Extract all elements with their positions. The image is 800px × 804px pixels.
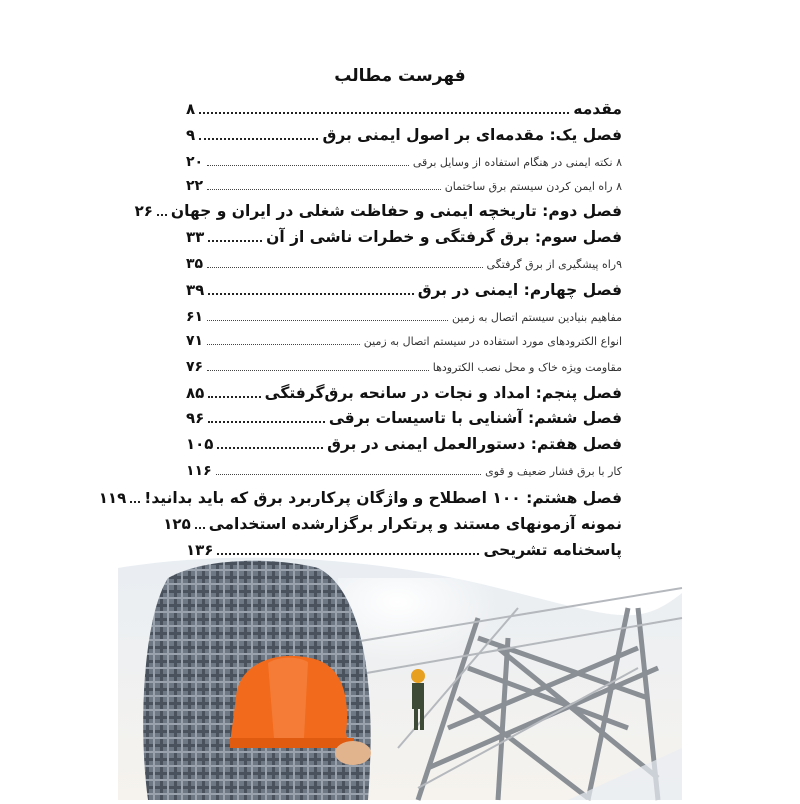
toc-entry-page: ۱۱۶ xyxy=(186,463,212,479)
toc-entry-page: ۲۰ xyxy=(186,154,204,170)
toc-entry xyxy=(186,435,622,463)
toc-entry-page: ۱۳۶ xyxy=(186,541,214,559)
toc-entry xyxy=(163,515,622,541)
dot-leader xyxy=(199,137,318,140)
toc-entry-title: فصل یک: مقدمه‌ای بر اصول ایمنی برق xyxy=(322,126,622,144)
toc-entry-page: ۱۰۵ xyxy=(186,435,214,453)
toc-entry xyxy=(186,309,622,333)
toc-entry-title: ۸ نکته ایمنی در هنگام استفاده از وسایل برقی xyxy=(412,156,622,169)
toc-entry-title: مقدمه xyxy=(573,100,622,118)
dot-leader xyxy=(130,500,140,503)
toc-entry-title: مفاهیم بنیادین سیستم اتصال به زمین xyxy=(452,311,622,324)
toc-entry-page: ۱۲۵ xyxy=(163,515,191,533)
toc-entry-page: ۸ xyxy=(186,100,196,118)
toc-entry xyxy=(186,100,622,126)
dot-leader xyxy=(199,111,569,114)
toc-entry xyxy=(186,256,622,281)
toc-entry-page: ۹ xyxy=(186,126,196,144)
toc-entry-title: انواع الکترودهای مورد استفاده در سیستم اتصال به زمین xyxy=(363,335,622,348)
toc-entry-page: ۸۵ xyxy=(186,384,205,402)
toc-entry-page: ۷۶ xyxy=(186,359,204,375)
toc-entry xyxy=(186,463,622,489)
dot-leader xyxy=(208,292,413,295)
toc-entry-title: ۸ راه ایمن کردن سیستم برق ساختمان xyxy=(444,180,622,193)
page-title: فهرست مطالب xyxy=(334,66,466,86)
toc-entry-title: فصل هفتم: دستورالعمل ایمنی در برق xyxy=(327,435,622,453)
toc-entry-page: ۷۱ xyxy=(186,333,204,349)
toc-entry-page: ۹۶ xyxy=(186,409,205,427)
toc-entry xyxy=(186,154,622,178)
dot-leader xyxy=(208,420,325,423)
dot-leader xyxy=(207,266,482,268)
dot-leader xyxy=(195,526,205,529)
dot-leader xyxy=(216,473,481,475)
dot-leader xyxy=(208,395,260,398)
toc-entry-title: پاسخنامه تشریحی xyxy=(483,541,622,559)
toc-entry-title: فصل ششم: آشنایی با تاسیسات برقی xyxy=(328,409,622,427)
toc-entry-page: ۶۱ xyxy=(186,309,204,325)
dot-leader xyxy=(207,343,360,345)
toc-entry xyxy=(186,178,622,202)
toc-entry xyxy=(186,359,622,384)
toc-entry xyxy=(134,202,622,228)
dot-leader xyxy=(157,213,167,216)
dot-leader xyxy=(207,369,429,371)
toc-entry-title: فصل سوم: برق گرفتگی و خطرات ناشی از آن xyxy=(266,228,622,246)
toc-entry xyxy=(186,281,622,309)
cover-photo xyxy=(118,548,682,800)
toc-entry-title: فصل چهارم: ایمنی در برق xyxy=(417,281,622,299)
toc-entry-page: ۳۳ xyxy=(186,228,205,246)
toc-entry xyxy=(98,489,622,515)
toc-entry-page: ۳۵ xyxy=(186,256,204,272)
toc-entry xyxy=(186,409,622,435)
dot-leader xyxy=(207,164,409,166)
toc-entry-title: کار با برق فشار ضعیف و قوی xyxy=(485,465,622,478)
toc-entry-title: مقاومت ویژه خاک و محل نصب الکترودها xyxy=(432,361,622,374)
toc-entry-title: فصل پنجم: امداد و نجات در سانحه برق‌گرفتگی xyxy=(264,384,622,402)
toc-entry-title: ۹راه پیشگیری از برق گرفتگی xyxy=(486,258,622,271)
toc-entry-page: ۱۱۹ xyxy=(98,489,127,507)
dot-leader xyxy=(207,319,448,321)
dot-leader xyxy=(217,446,323,449)
toc-entry xyxy=(186,333,622,359)
toc-entry xyxy=(186,228,622,256)
toc-entry xyxy=(186,384,622,409)
toc-entry-title: فصل هشتم: ۱۰۰ اصطلاح و واژگان پرکاربرد برق که باید بدانید! xyxy=(144,489,622,507)
dot-leader xyxy=(207,188,441,190)
toc-entry-page: ۲۲ xyxy=(186,178,204,194)
table-of-contents xyxy=(98,100,622,567)
toc-entry xyxy=(186,126,622,154)
toc-entry-title: نمونه آزمونهای مستند و پرتکرار برگزارشده استخدامی xyxy=(208,515,622,533)
toc-entry-page: ۳۹ xyxy=(186,281,205,299)
dot-leader xyxy=(208,239,262,242)
toc-entry-page: ۲۶ xyxy=(134,202,153,220)
toc-entry-title: فصل دوم: تاریخچه ایمنی و حفاظت شغلی در ایران و جهان xyxy=(170,202,622,220)
